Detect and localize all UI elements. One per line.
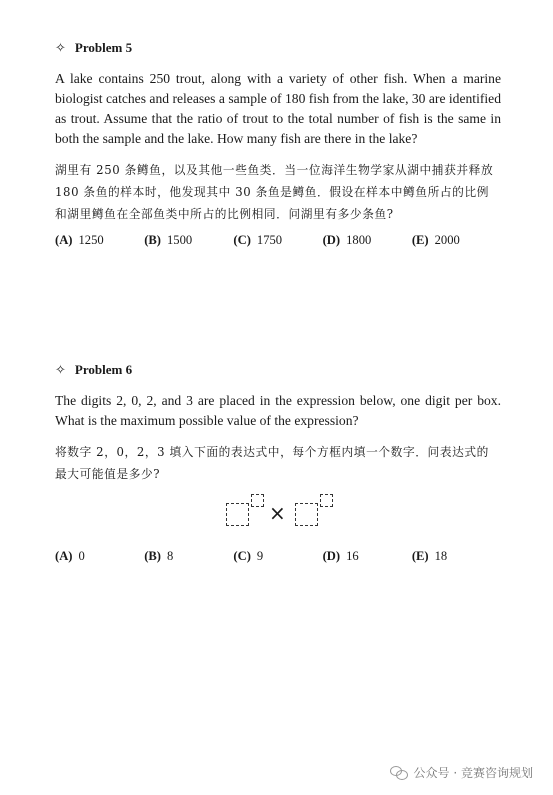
- problem-6-text-zh: 将数字 2，0，2，3 填入下面的表达式中，每个方框内填一个数字．问表达式的最大可能值是多少?: [55, 445, 489, 481]
- base-box-2: [295, 503, 318, 526]
- watermark-text: 公众号 · 竞赛咨询规划: [413, 766, 533, 780]
- problem-6-heading: [55, 362, 501, 378]
- choice-b: (B) 8: [144, 549, 174, 563]
- problem-6-text-en: The digits 2, 0, 2, and 3 are placed in the expression below, one digit per box. What is the maximum possible value of the expression?: [55, 393, 501, 428]
- problem-6-choices: [55, 549, 501, 564]
- times-symbol: ×: [269, 501, 286, 525]
- choice-d: (D) 16: [322, 549, 359, 563]
- diamond-icon: ✧: [55, 40, 66, 55]
- problem-5: [55, 40, 501, 248]
- expression-diagram: [55, 493, 501, 539]
- choice-c: (C) 1750: [233, 233, 283, 247]
- choice-d: (D) 1800: [322, 233, 372, 247]
- problem-5-heading: [55, 40, 501, 56]
- wechat-icon: [390, 766, 408, 780]
- problem-5-text-en: A lake contains 250 trout, along with a variety of other fish. When a marine biologist catches and releases a sample of 180 fish from the lake, 30 are identified as trout. Assume that the ratio of trout to the total number of fish is the same in both the sample and the lake. How many fish are there in the lake?: [55, 71, 501, 146]
- exponent-box-1: [251, 494, 264, 507]
- problem-6: [55, 362, 501, 564]
- choice-e: (E) 18: [411, 549, 448, 563]
- choice-c: (C) 9: [233, 549, 264, 563]
- choice-a: (A) 0: [55, 549, 85, 563]
- problem-5-text-zh: 湖里有 250 条鳟鱼，以及其他一些鱼类．当一位海洋生物学家从湖中捕获并释放 180 条鱼的样本时，他发现其中 30 条鱼是鳟鱼．假设在样本中鳟鱼所占的比例和湖里鳟鱼在全部鱼类中所占的比例相同．问湖里有多少条鱼?: [55, 163, 494, 221]
- problem-5-title: Problem 5: [74, 40, 133, 55]
- problem-5-choices: [55, 233, 501, 248]
- choice-a: (A) 1250: [55, 233, 104, 247]
- watermark: [390, 764, 533, 781]
- choice-b: (B) 1500: [144, 233, 193, 247]
- choice-e: (E) 2000: [411, 233, 460, 247]
- problem-6-title: Problem 6: [74, 362, 133, 377]
- exponent-box-2: [320, 494, 333, 507]
- diamond-icon: ✧: [55, 362, 66, 377]
- base-box-1: [226, 503, 249, 526]
